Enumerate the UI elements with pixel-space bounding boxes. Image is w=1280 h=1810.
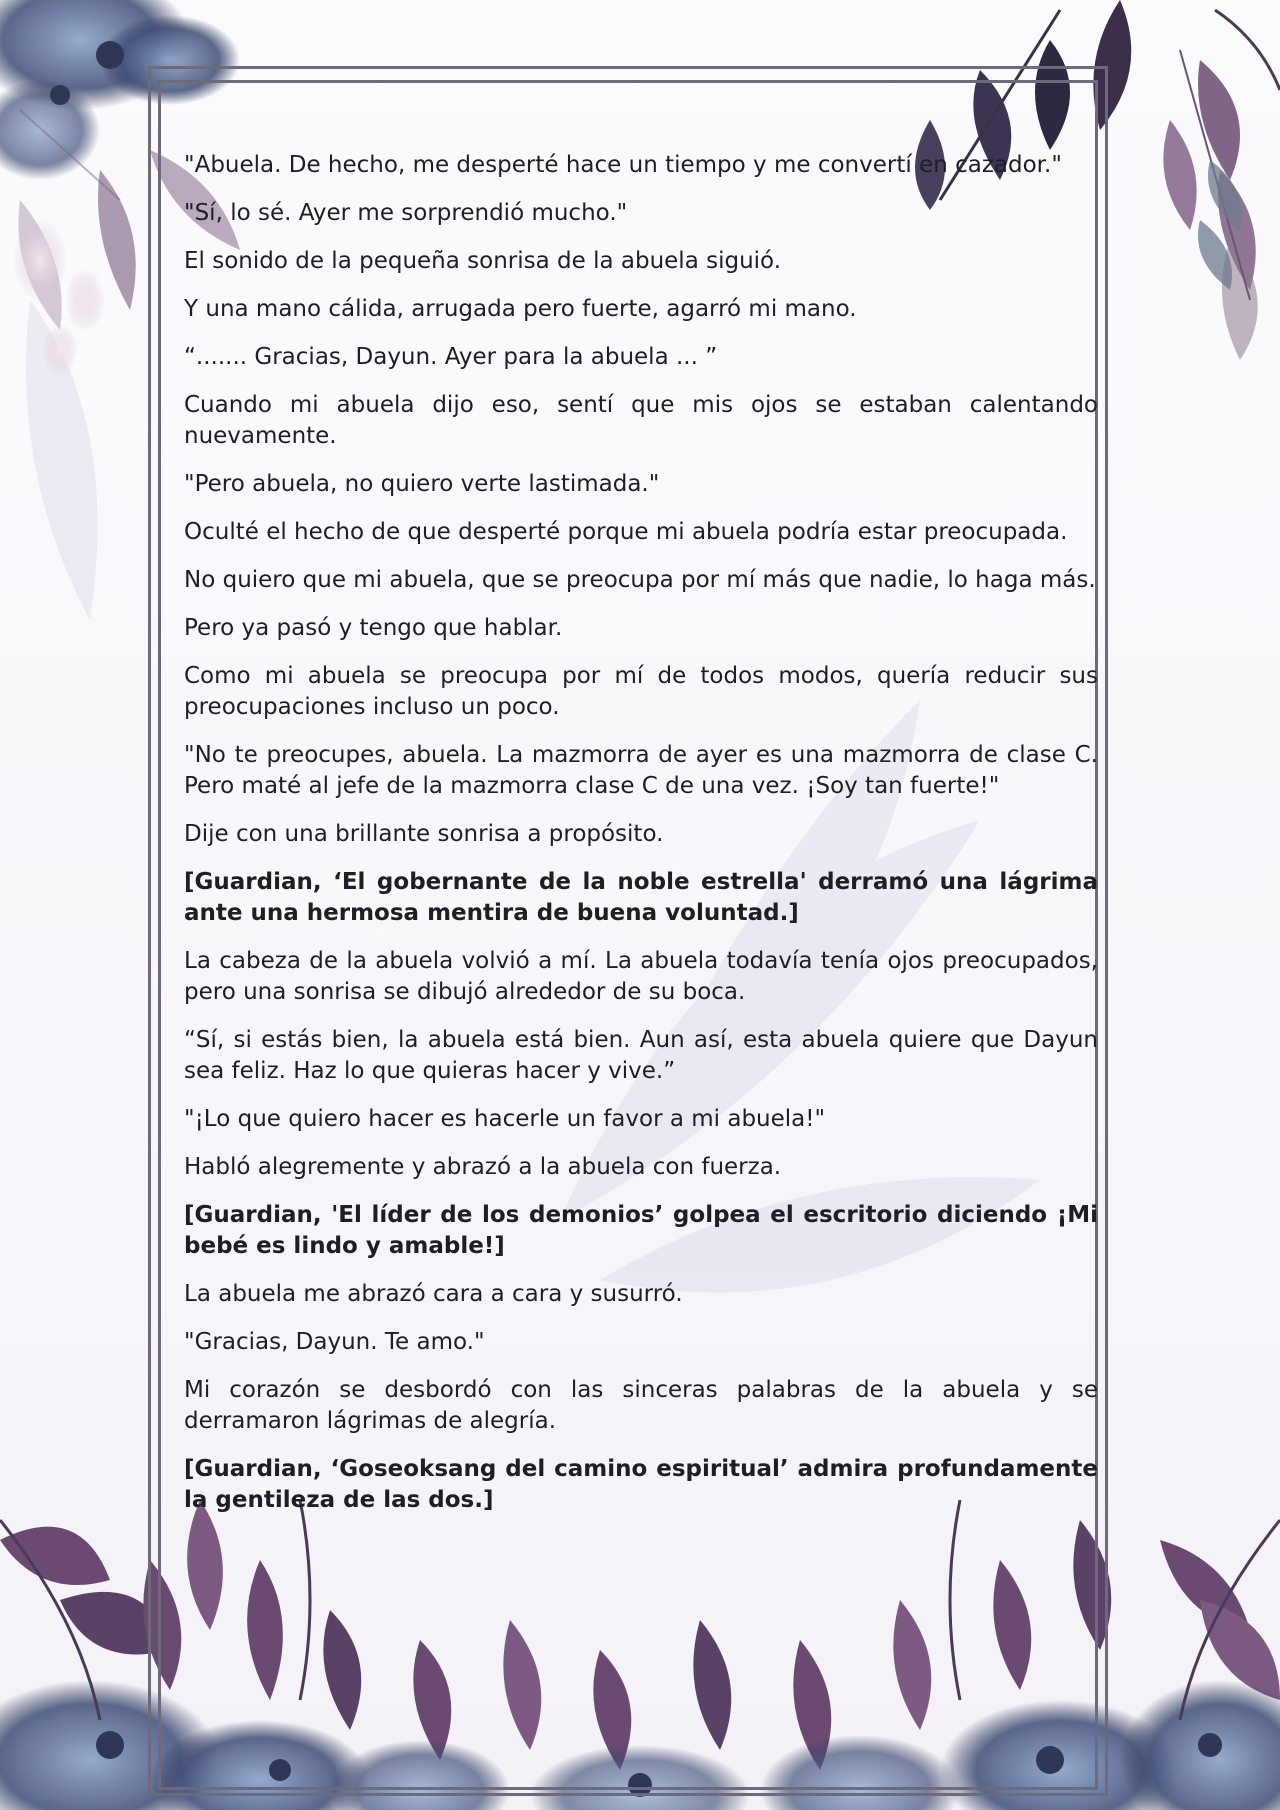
guardian-message-paragraph: [Guardian, ‘El gobernante de la noble estrella' derramó una lágrima ante una hermosa mentira de buena voluntad.] [184,869,1098,926]
guardian-message-paragraph: [Guardian, 'El líder de los demonios’ golpea el escritorio diciendo ¡Mi bebé es lindo y amable!] [184,1202,1098,1259]
story-paragraph: Oculté el hecho de que desperté porque mi abuela podría estar preocupada. [184,519,1068,545]
story-paragraph: "Pero abuela, no quiero verte lastimada." [184,471,660,497]
story-paragraph: “Sí, si estás bien, la abuela está bien. Aun así, esta abuela quiere que Dayun sea feliz. Haz lo que quieras hacer y vive.” [184,1027,1098,1084]
story-paragraph: El sonido de la pequeña sonrisa de la abuela siguió. [184,248,782,274]
story-paragraph: Mi corazón se desbordó con las sinceras palabras de la abuela y se derramaron lágrimas de alegría. [184,1377,1098,1434]
story-paragraph: "No te preocupes, abuela. La mazmorra de ayer es una mazmorra de clase C. Pero maté al jefe de la mazmorra clase C de una vez. ¡Soy tan fuerte!" [184,742,1098,799]
story-paragraph: No quiero que mi abuela, que se preocupa por mí más que nadie, lo haga más. [184,567,1096,593]
story-paragraph: Cuando mi abuela dijo eso, sentí que mis ojos se estaban calentando nuevamente. [184,392,1098,449]
story-paragraph: “....... Gracias, Dayun. Ayer para la abuela ... ” [184,344,718,370]
story-paragraph: Habló alegremente y abrazó a la abuela con fuerza. [184,1154,782,1180]
story-paragraph: Pero ya pasó y tengo que hablar. [184,615,563,641]
guardian-message-paragraph: [Guardian, ‘Goseoksang del camino espiritual’ admira profundamente la gentileza de las dos.] [184,1456,1098,1513]
document-body [184,150,1098,1533]
story-paragraph: La abuela me abrazó cara a cara y susurró. [184,1281,683,1307]
story-paragraph: "Gracias, Dayun. Te amo." [184,1329,485,1355]
story-paragraph: "¡Lo que quiero hacer es hacerle un favor a mi abuela!" [184,1106,826,1132]
story-paragraph: "Sí, lo sé. Ayer me sorprendió mucho." [184,200,628,226]
story-paragraph: Y una mano cálida, arrugada pero fuerte, agarró mi mano. [184,296,857,322]
story-paragraph: "Abuela. De hecho, me desperté hace un tiempo y me convertí en cazador." [184,152,1062,178]
story-paragraph: La cabeza de la abuela volvió a mí. La abuela todavía tenía ojos preocupados, pero una sonrisa se dibujó alrededor de su boca. [184,948,1098,1005]
story-paragraph: Dije con una brillante sonrisa a propósito. [184,821,664,847]
story-paragraph: Como mi abuela se preocupa por mí de todos modos, quería reducir sus preocupaciones incluso un poco. [184,663,1098,720]
